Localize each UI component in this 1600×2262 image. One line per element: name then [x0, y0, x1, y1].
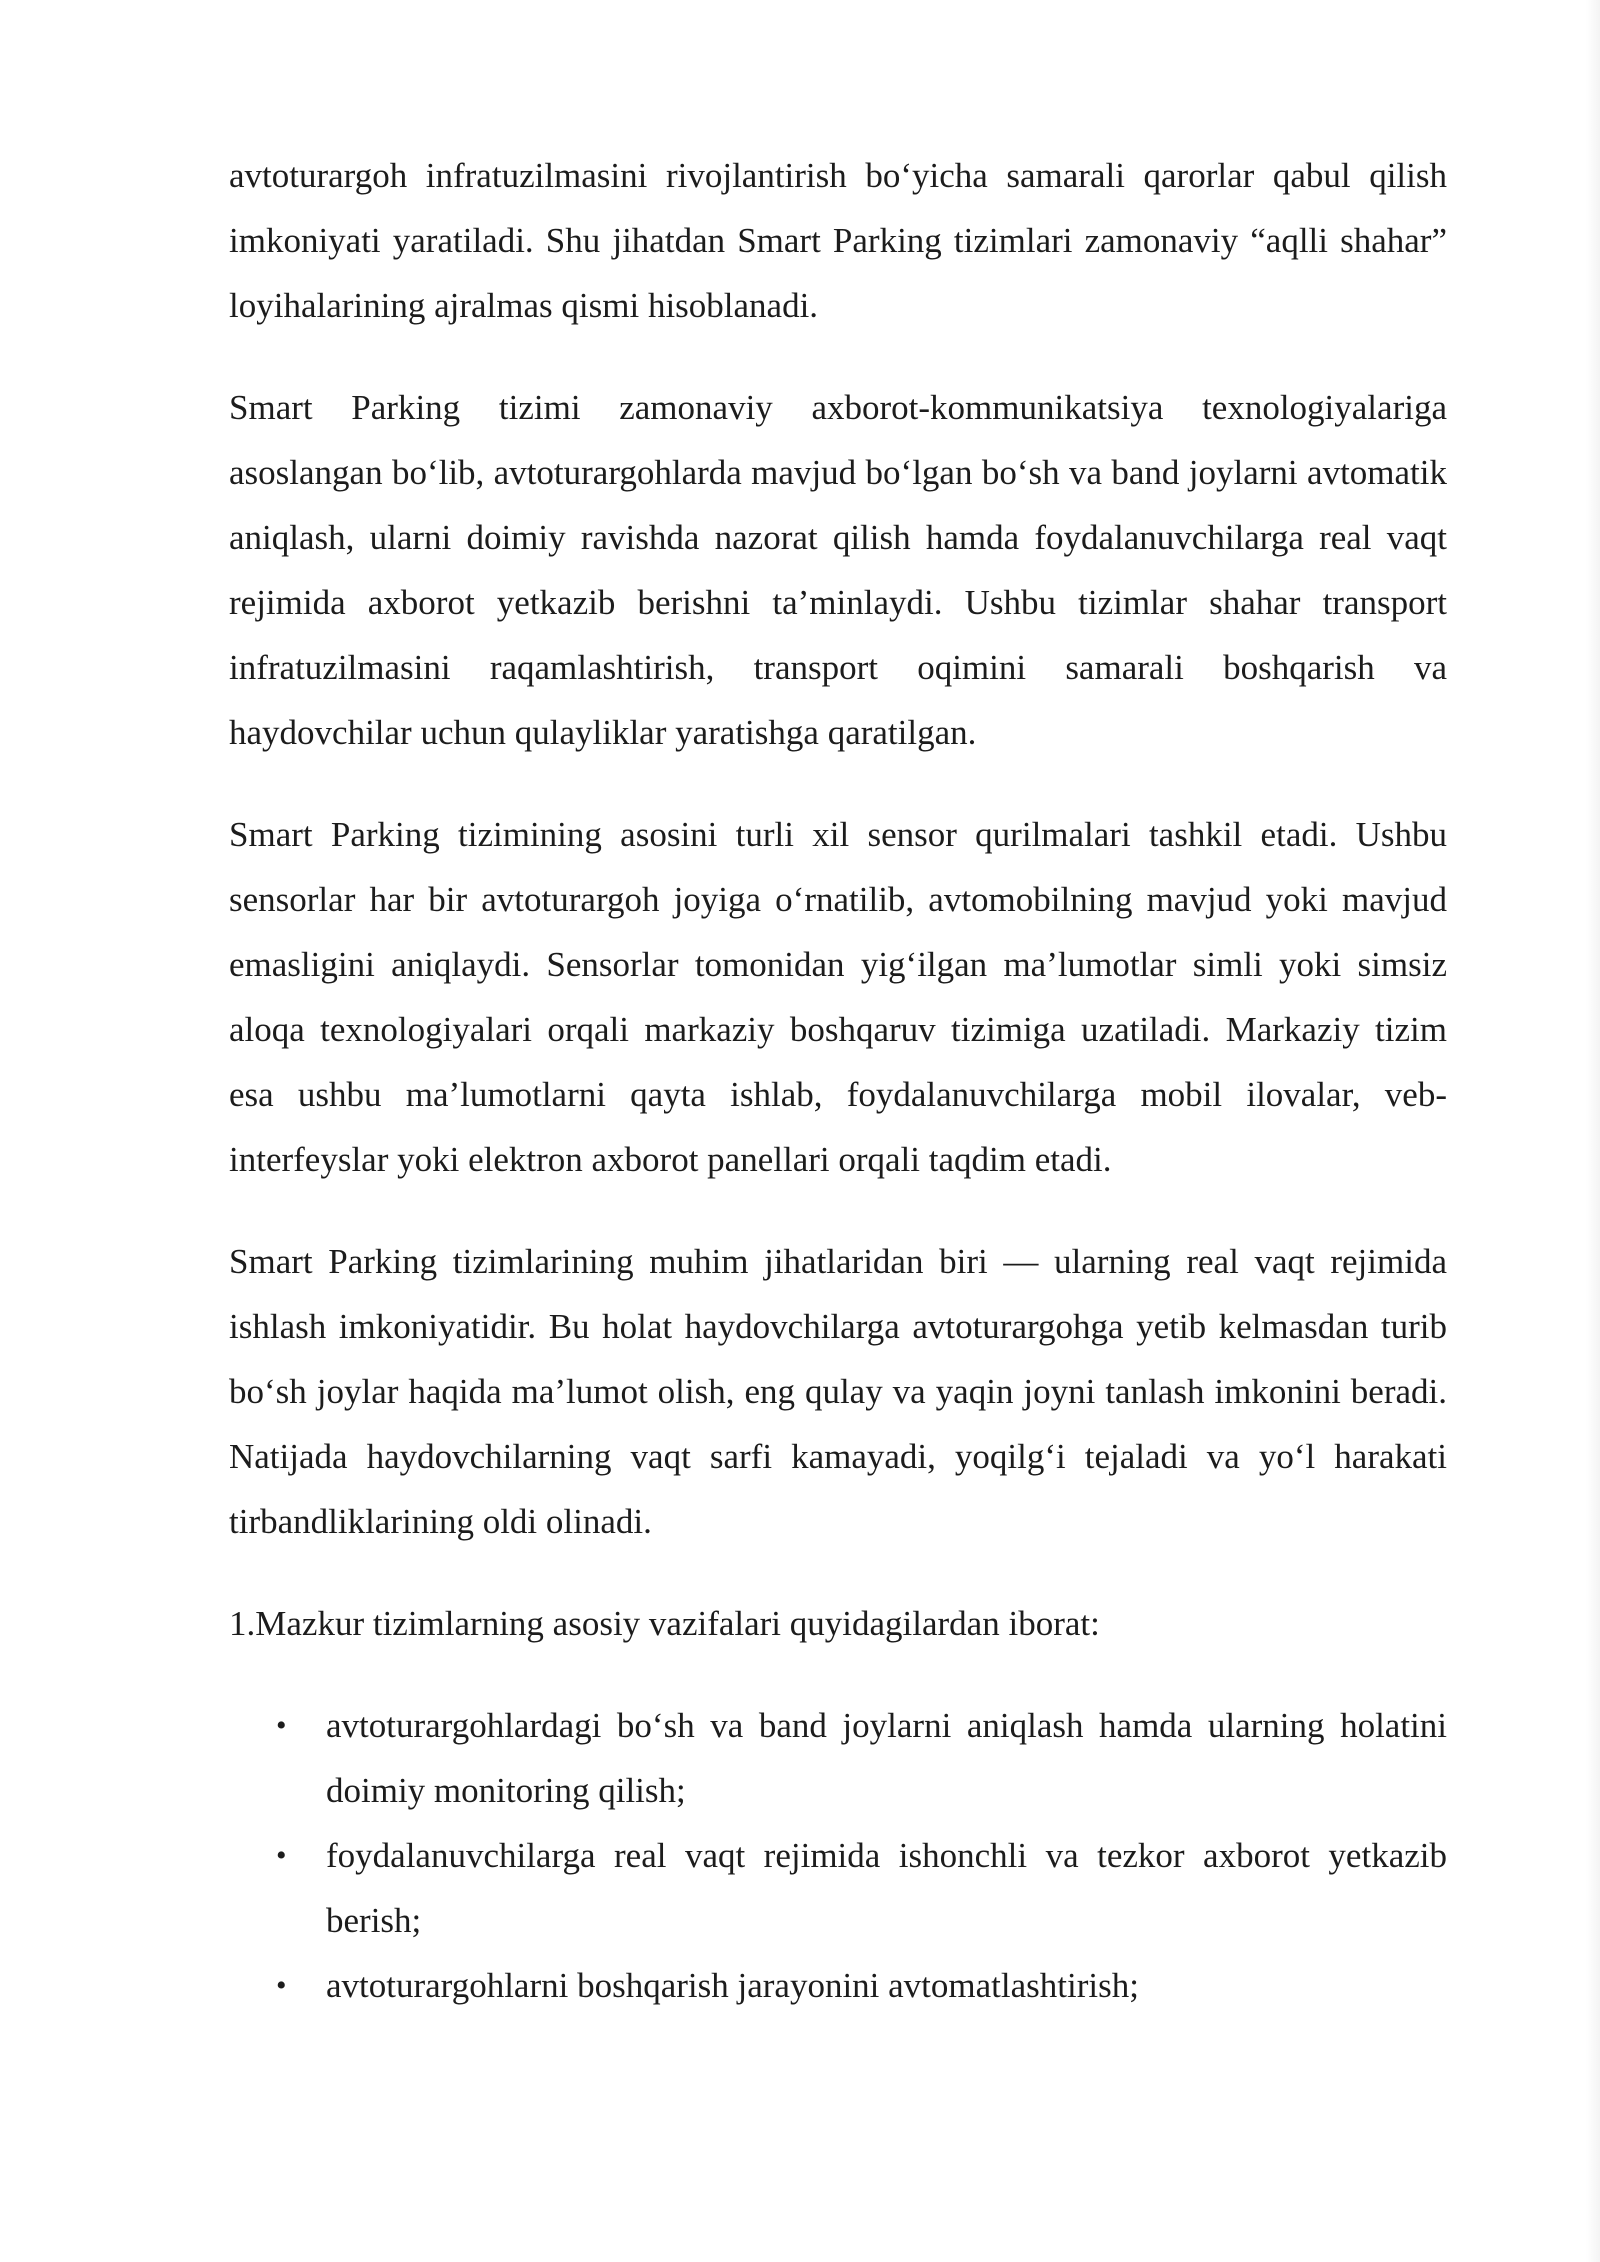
tasks-bullet-list: [229, 1693, 1447, 2018]
paragraph-smart-parking-definition: Smart Parking tizimi zamonaviy axborot-kommunikatsiya texnologiyalariga asoslangan bo‘lib, avtoturargohlarda mavjud bo‘lgan bo‘sh va band joylarni avtomatik aniqlash, ularni doimiy ravishda nazorat qilish hamda foydalanuvchilarga real vaqt rejimida axborot yetkazib berishni ta’minlaydi. Ushbu tizimlar shahar transport infratuzilmasini raqamlashtirish, transport oqimini samarali boshqarish va haydovchilar uchun qulayliklar yaratishga qaratilgan.: [229, 388, 1447, 752]
bullet-icon: •: [276, 1839, 287, 1872]
paragraph-intro-continued: avtoturargoh infratuzilmasini rivojlantirish bo‘yicha samarali qarorlar qabul qilish imkoniyati yaratiladi. Shu jihatdan Smart Parking tizimlari zamonaviy “aqlli shahar” loyihalarining ajralmas qismi hisoblanadi.: [229, 156, 1447, 325]
list-item: [229, 1953, 1447, 2018]
paragraph-real-time: Smart Parking tizimlarining muhim jihatlaridan biri — ularning real vaqt rejimida ishlash imkoniyatidir. Bu holat haydovchilarga avtoturargohga yetib kelmasdan turib bo‘sh joylar haqida ma’lumot olish, eng qulay va yaqin joyni tanlash imkonini beradi. Natijada haydovchilarning vaqt sarfi kamayadi, yoqilg‘i tejaladi va yo‘l harakati tirbandliklarining oldi olinadi.: [229, 1242, 1447, 1541]
list-item-text: avtoturargohlarni boshqarish jarayonini avtomatlashtirish;: [326, 1966, 1139, 2005]
bullet-icon: •: [276, 1969, 287, 2002]
paragraph-sensor-basis: Smart Parking tizimining asosini turli xil sensor qurilmalari tashkil etadi. Ushbu sensorlar har bir avtoturargoh joyiga o‘rnatilib, avtomobilning mavjud yoki mavjud emasligini aniqlaydi. Sensorlar tomonidan yig‘ilgan ma’lumotlar simli yoki simsiz aloqa texnologiyalari orqali markaziy boshqaruv tizimiga uzatiladi. Markaziy tizim esa ushbu ma’lumotlarni qayta ishlab, foydalanuvchilarga mobil ilovalar, veb-interfeyslar yoki elektron axborot panellari orqali taqdim etadi.: [229, 815, 1447, 1179]
document-body: [229, 143, 1447, 2018]
list-item: [229, 1823, 1447, 1953]
list-item: [229, 1693, 1447, 1823]
list-item-text: avtoturargohlardagi bo‘sh va band joylarni aniqlash hamda ularning holatini doimiy monitoring qilish;: [326, 1706, 1447, 1810]
list-heading: 1.Mazkur tizimlarning asosiy vazifalari quyidagilardan iborat:: [229, 1604, 1100, 1643]
page-edge-shadow: [1586, 0, 1600, 2262]
bullet-icon: •: [276, 1709, 287, 1742]
list-item-text: foydalanuvchilarga real vaqt rejimida ishonchli va tezkor axborot yetkazib berish;: [326, 1836, 1447, 1940]
